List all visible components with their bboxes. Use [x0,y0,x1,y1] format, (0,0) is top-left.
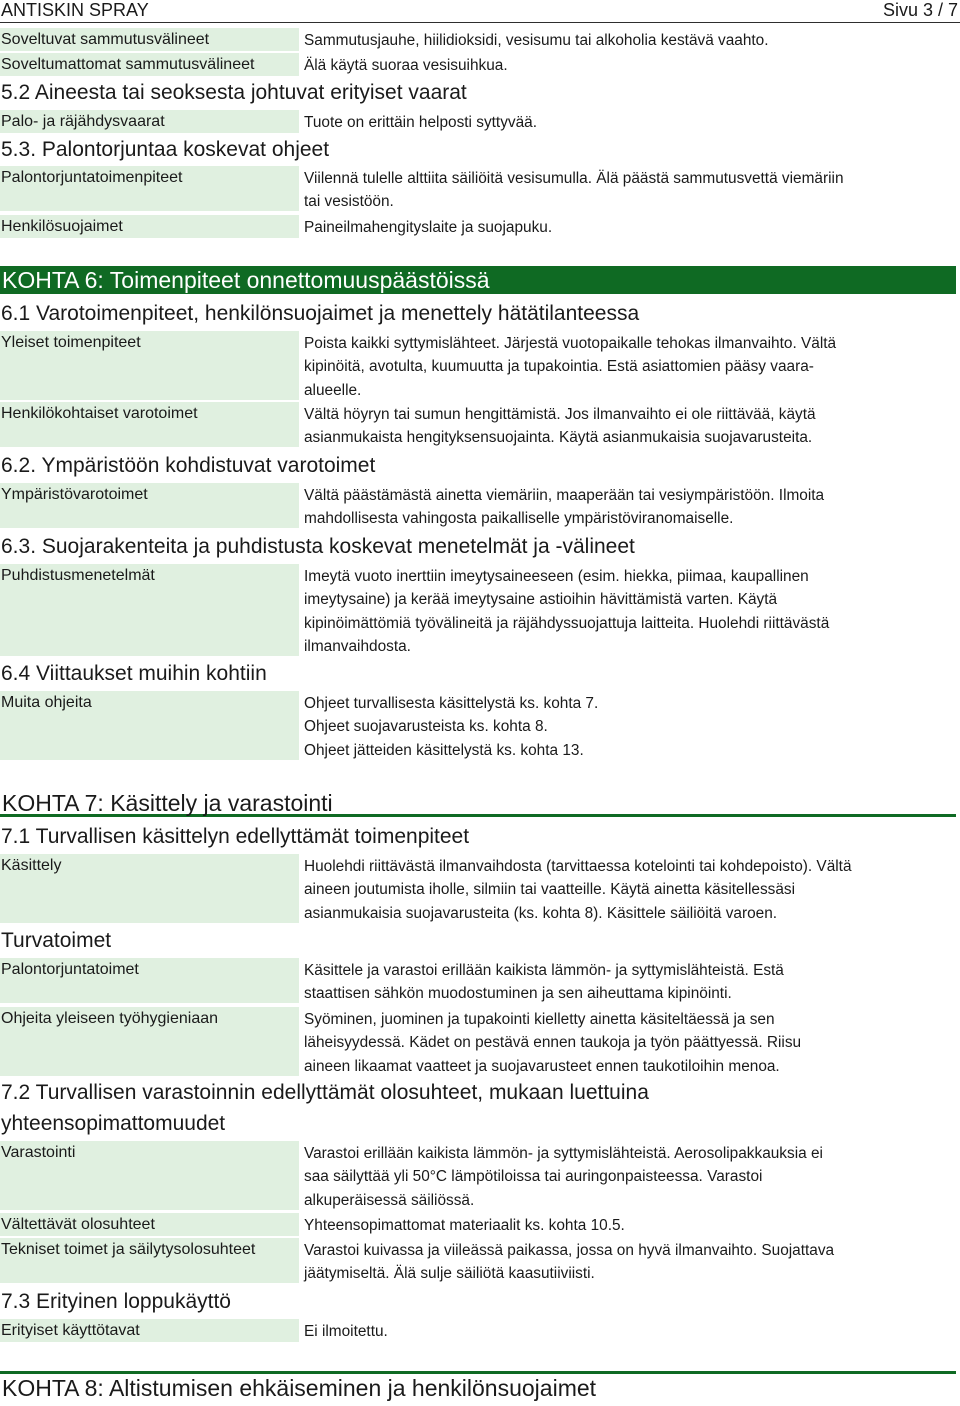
value-unsuitable-extinguishing: Älä käytä suoraa vesisuihkua. [304,57,508,74]
value-handling: Huolehdi riittävästä ilmanvaihdosta (tarvittaessa kotelointi tai kohdepoisto). Vältä aineen joutumista iholle, silmiin tai vaatteille. Käytä ainetta käsitellessäsi asianmukaisia suojavarusteita (ks. kohta 8). Käsittele säiliöitä varoen. [304,858,852,922]
label-storage: Varastointi [0,1141,299,1210]
value-personal-precautions: Vältä höyryn tai sumun hengittämistä. Jos ilmanvaihto ei ole riittävää, käytä asianmukaista hengityksensuojainta. Käytä asianmukaisia suojavarusteita. [304,406,816,447]
heading-5-3: 5.3. Palontorjuntaa koskevat ohjeet [1,138,330,161]
heading-7-2-line2: yhteensopimattomuudet [1,1112,226,1135]
page-header [0,0,960,23]
label-unsuitable-extinguishing: Soveltumattomat sammutusvälineet [0,53,299,76]
label-handling: Käsittely [0,854,299,923]
heading-5-2: 5.2 Aineesta tai seoksesta johtuvat erityiset vaarat [1,81,467,104]
section-7-title: KOHTA 7: Käsittely ja varastointi [0,789,956,817]
label-personal-precautions: Henkilökohtaiset varotoimet [0,402,299,447]
heading-7-1: 7.1 Turvallisen käsittelyn edellyttämät toimenpiteet [1,825,470,848]
value-fire-explosion-hazards: Tuote on erittäin helposti syttyvää. [304,114,537,131]
document-title: ANTISKIN SPRAY [1,0,149,20]
value-technical-storage: Varastoi kuivassa ja viileässä paikassa, jossa on hyvä ilmanvaihto. Suojattava jäätymiseltä. Älä sulje säiliötä kaasutiiviisti. [304,1242,835,1283]
value-suitable-extinguishing: Sammutusjauhe, hiilidioksidi, vesisumu tai alkoholia kestävä vaahto. [304,32,769,49]
label-occupational-hygiene: Ohjeita yleiseen työhygieniaan [0,1007,299,1076]
value-specific-uses: Ei ilmoitettu. [304,1323,388,1340]
section-8-title: KOHTA 8: Altistumisen ehkäiseminen ja henkilönsuojaimet [0,1371,956,1401]
heading-6-1: 6.1 Varotoimenpiteet, henkilönsuojaimet ja menettely hätätilanteessa [1,302,640,325]
label-environmental-precautions: Ympäristövarotoimet [0,483,299,528]
heading-7-2-line1: 7.2 Turvallisen varastoinnin edellyttämät olosuhteet, mukaan luettuina [1,1081,649,1104]
value-firefighting-measures: Viilennä tulelle alttiita säiliöitä vesisumulla. Älä päästä sammutusvettä viemäriin tai vesistöön. [304,170,844,211]
value-cleanup-methods: Imeytä vuoto inerttiin imeytysaineeseen (esim. hiekka, piimaa, kaupallinen imeytysaine) ja kerää imeytysaine astioihin hävittämistä varten. Käytä kipinöimättömiä työvälineitä ja räjähdyssuojattuja laitteita. Huolehdi riittävästä ilmanvaihdosta. [304,568,830,656]
label-specific-uses: Erityiset käyttötavat [0,1319,299,1342]
value-storage: Varastoi erillään kaikista lämmön- ja syttymislähteistä. Aerosolipakkauksia ei saa säilyttää yli 50°C lämpötiloissa tai auringonpaisteessa. Varastoi alkuperäisessä säiliössä. [304,1145,823,1209]
page-number: Sivu 3 / 7 [882,0,958,20]
heading-safety-measures: Turvatoimet [1,929,112,952]
label-suitable-extinguishing: Soveltuvat sammutusvälineet [0,28,299,51]
label-other-instructions: Muita ohjeita [0,691,299,760]
label-technical-storage: Tekniset toimet ja säilytysolosuhteet [0,1238,299,1283]
label-protective-equipment: Henkilösuojaimet [0,215,299,238]
label-general-measures: Yleiset toimenpiteet [0,331,299,400]
label-conditions-to-avoid: Vältettävät olosuhteet [0,1213,299,1236]
value-environmental-precautions: Vältä päästämästä ainetta viemäriin, maaperään tai vesiympäristöön. Ilmoita mahdollisesta vahingosta paikalliselle ympäristöviranomaiselle. [304,487,825,528]
section-6-title: KOHTA 6: Toimenpiteet onnettomuuspäästöissä [0,266,956,294]
heading-6-2: 6.2. Ympäristöön kohdistuvat varotoimet [1,454,376,477]
value-general-measures: Poista kaikki syttymislähteet. Järjestä vuotopaikalle tehokas ilmanvaihto. Vältä kipinöitä, avotulta, kuumuutta ja tupakointia. Estä asiattomien pääsy vaara- alueelle. [304,335,837,399]
heading-6-3: 6.3. Suojarakenteita ja puhdistusta koskevat menetelmät ja -välineet [1,535,635,558]
heading-6-4: 6.4 Viittaukset muihin kohtiin [1,662,267,685]
value-conditions-to-avoid: Yhteensopimattomat materiaalit ks. kohta 10.5. [304,1217,625,1234]
label-fire-prevention: Palontorjuntatoimet [0,958,299,1003]
value-other-instructions: Ohjeet turvallisesta käsittelystä ks. kohta 7. Ohjeet suojavarusteista ks. kohta 8. Ohjeet jätteiden käsittelystä ks. kohta 13. [304,695,599,759]
label-cleanup-methods: Puhdistusmenetelmät [0,564,299,656]
value-protective-equipment: Paineilmahengityslaite ja suojapuku. [304,219,553,236]
label-fire-explosion-hazards: Palo- ja räjähdysvaarat [0,110,299,133]
value-fire-prevention: Käsittele ja varastoi erillään kaikista lämmön- ja syttymislähteistä. Estä staattisen sähkön muodostuminen ja sen aiheuttama kipinöinti. [304,962,784,1003]
heading-7-3: 7.3 Erityinen loppukäyttö [1,1290,231,1313]
value-occupational-hygiene: Syöminen, juominen ja tupakointi kielletty ainetta käsiteltäessä ja sen läheisyydessä. Kädet on pestävä ennen taukoja ja työn päättyessä. Riisu aineen likaamat vaatteet ja suojavarusteet ennen taukotiloihin menoa. [304,1011,802,1075]
label-firefighting-measures: Palontorjuntatoimenpiteet [0,166,299,211]
